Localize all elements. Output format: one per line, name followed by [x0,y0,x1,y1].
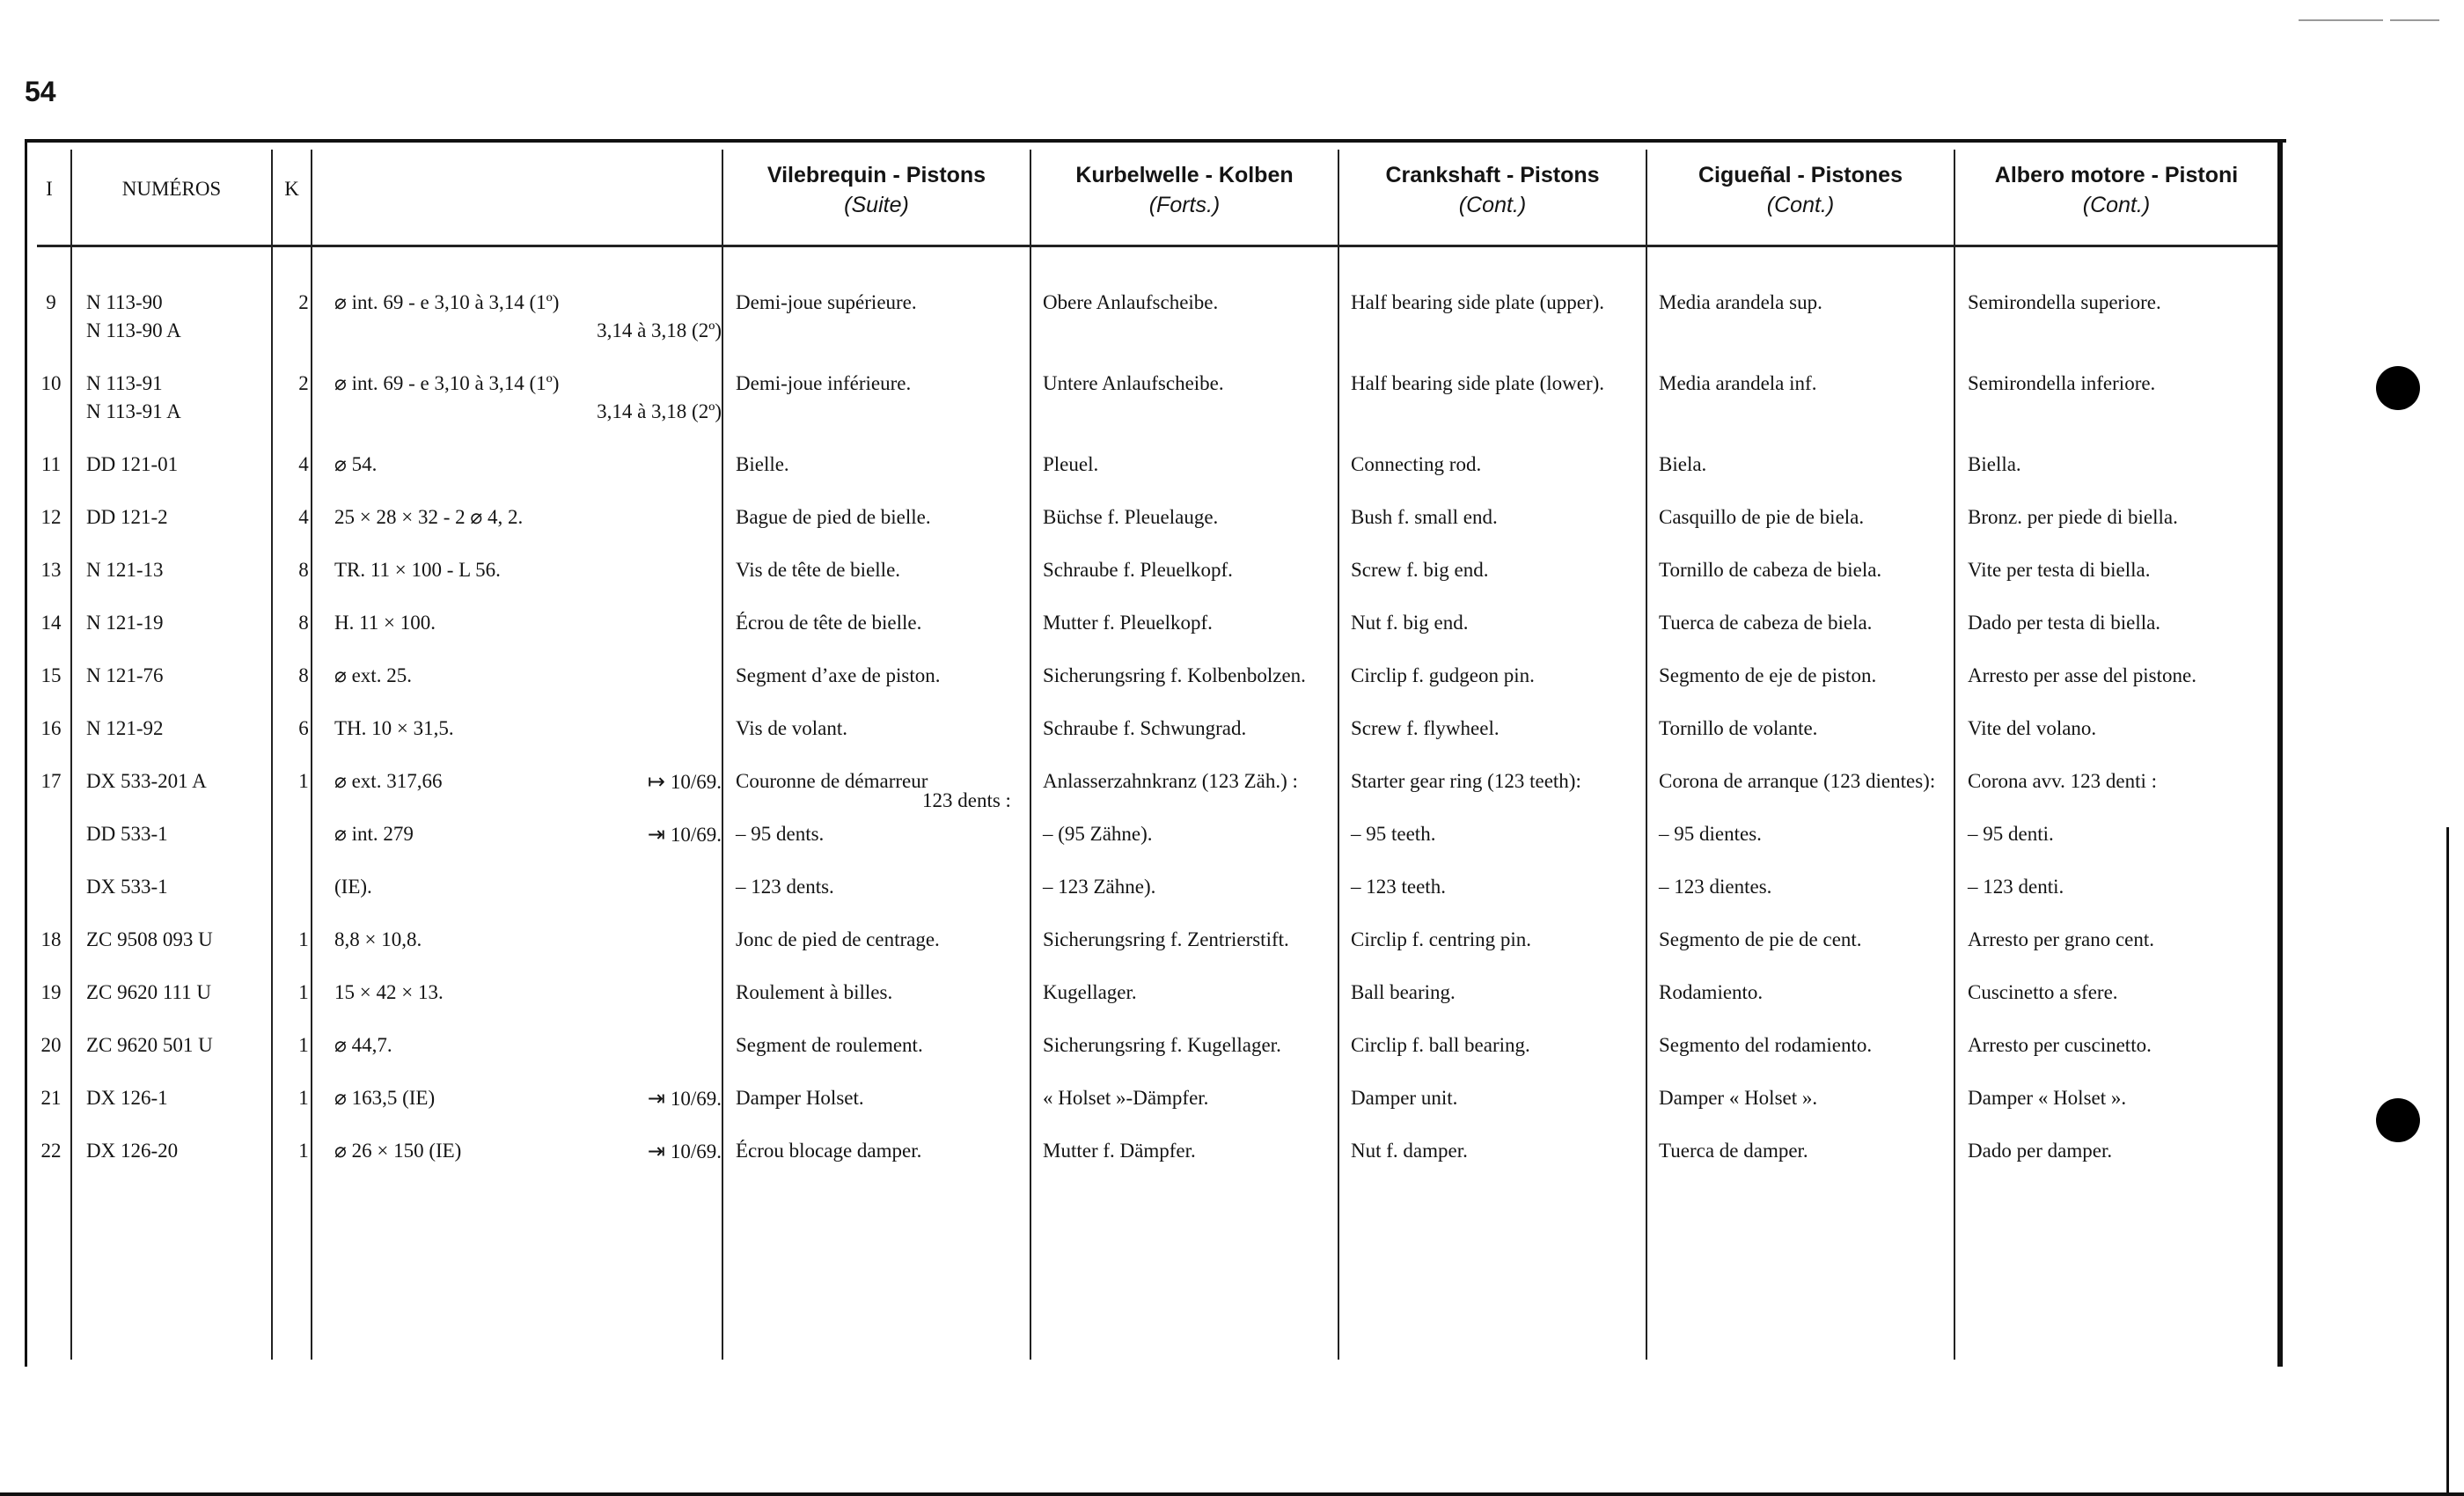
italian-label: Vite per testa di biella. [1968,559,2151,581]
dimensions-text: ⌀ 26 × 150 (IE) [334,1140,462,1162]
french-label: Roulement à billes. [736,981,893,1003]
spanish-label: Tuerca de cabeza de biela. [1659,612,1873,634]
row-index: 19 [40,981,62,1003]
dimensions [334,715,722,743]
table-row [25,662,2277,715]
dimensions [334,1137,722,1165]
table-row [25,503,2277,556]
part-number: N 113-90 [86,291,163,313]
table-row [25,873,2277,926]
english-label: Circlip f. ball bearing. [1351,1034,1530,1056]
dimensions [334,979,722,1007]
row-index: 16 [40,717,62,739]
english-label: Half bearing side plate (upper). [1351,291,1605,313]
dimensions [334,451,722,479]
table-row [25,715,2277,767]
quantity: 8 [298,612,309,634]
italian-label: Corona avv. 123 denti : [1968,770,2158,792]
italian-label: Cuscinetto a sfere. [1968,981,2118,1003]
dimensions [334,609,722,637]
part-number: N 121-92 [86,717,164,739]
part-number: DD 121-01 [86,453,179,475]
english-label: Ball bearing. [1351,981,1456,1003]
header-col-k: K [284,178,299,200]
row-index: 17 [40,770,62,792]
quantity: 2 [298,291,309,313]
effective-date [648,820,722,849]
english-label: Bush f. small end. [1351,506,1498,528]
row-index: 20 [40,1034,62,1056]
row-index: 15 [40,664,62,686]
italian-label: Arresto per asse del pistone. [1968,664,2196,686]
arrow-icon: ⇥ [647,1086,665,1111]
date-text: 10/69. [670,1088,722,1110]
french-label: Vis de tête de bielle. [736,559,901,581]
part-number-alt: N 113-91 A [86,400,181,422]
english-label: Screw f. flywheel. [1351,717,1500,739]
table-row [25,451,2277,503]
spanish-label: Tornillo de cabeza de biela. [1659,559,1882,581]
german-label: Kugellager. [1043,981,1137,1003]
dimensions-text: TH. 10 × 31,5. [334,717,454,739]
quantity: 4 [298,506,309,528]
english-label: Circlip f. centring pin. [1351,928,1532,950]
table-row [25,609,2277,662]
dimensions [334,662,722,690]
part-number: ZC 9620 501 U [86,1034,213,1056]
spanish-label: Segmento del rodamiento. [1659,1034,1873,1056]
table-row [25,1031,2277,1084]
english-label: Half bearing side plate (lower). [1351,372,1605,394]
english-label: Circlip f. gudgeon pin. [1351,664,1535,686]
french-label: Écrou de tête de bielle. [736,612,922,634]
spanish-label: Media arandela inf. [1659,372,1817,394]
italian-label: Biella. [1968,453,2021,475]
german-label: Sicherungsring f. Zentrierstift. [1043,928,1289,950]
quantity: 1 [298,1140,309,1162]
dimensions [334,1031,722,1060]
header-english: Crankshaft - Pistons (Cont.) [1385,163,1600,217]
dimensions-text: ⌀ int. 69 - e 3,10 à 3,14 (1º) [334,372,560,394]
english-label: Screw f. big end. [1351,559,1489,581]
page-bottom-rule [0,1492,2464,1496]
dimensions [334,873,722,901]
spanish-label: Rodamiento. [1659,981,1764,1003]
table-row [25,979,2277,1031]
dimensions [334,503,722,532]
german-label: Sicherungsring f. Kugellager. [1043,1034,1281,1056]
part-number: ZC 9620 111 U [86,981,212,1003]
italian-label: – 95 denti. [1968,823,2054,845]
corner-mark [2390,19,2439,21]
row-index: 13 [40,559,62,581]
row-index: 12 [40,506,62,528]
page-right-rule [2446,827,2449,1496]
german-label: Sicherungsring f. Kolbenbolzen. [1043,664,1306,686]
table-right-rule [2277,139,2283,1367]
parts-table [25,139,2286,1367]
part-number: DD 121-2 [86,506,168,528]
dimensions-text: ⌀ 163,5 (IE) [334,1087,436,1109]
header-col-numeros: NUMÉROS [121,178,222,200]
dimensions-text: ⌀ ext. 317,66 [334,770,443,792]
date-text: 10/69. [670,1140,722,1162]
french-label: Damper Holset. [736,1087,864,1109]
french-label: Segment d’axe de piston. [736,664,941,686]
italian-label: – 123 denti. [1968,876,2064,898]
part-number: DX 126-1 [86,1087,168,1109]
part-number: DX 533-1 [86,876,168,898]
french-label: Bielle. [736,453,789,475]
dimensions-text-2: 3,14 à 3,18 (2º) [597,400,722,422]
arrow-icon: ⇥ [647,822,665,847]
dimensions-text: (IE). [334,876,372,898]
dimensions [334,556,722,584]
spanish-label: Biela. [1659,453,1707,475]
row-index: 22 [40,1140,62,1162]
page-number: 54 [25,76,56,107]
part-number: DX 126-20 [86,1140,179,1162]
dimensions [334,767,722,796]
quantity: 1 [298,981,309,1003]
table-row [25,767,2277,820]
dimensions-text: 25 × 28 × 32 - 2 ⌀ 4, 2. [334,506,524,528]
german-label: Büchse f. Pleuelauge. [1043,506,1219,528]
table-row [25,1137,2277,1190]
table-row [25,556,2277,609]
french-label: Demi-joue inférieure. [736,372,912,394]
header-rule [37,245,2277,247]
dimensions-text: ⌀ int. 69 - e 3,10 à 3,14 (1º) [334,291,560,313]
header-italian: Albero motore - Pistoni (Cont.) [1994,163,2239,217]
dimensions [334,289,722,317]
arrow-icon: ⇥ [647,1139,665,1163]
row-index: 21 [40,1087,62,1109]
part-number: N 121-76 [86,664,164,686]
english-label: Nut f. big end. [1351,612,1469,634]
english-label: Nut f. damper. [1351,1140,1468,1162]
english-label: – 95 teeth. [1351,823,1436,845]
german-label: Anlasserzahnkranz (123 Zäh.) : [1043,770,1298,792]
header-spanish: Cigueñal - Pistones (Cont.) [1698,163,1903,217]
header-french: Vilebrequin - Pistons (Suite) [766,163,986,217]
spanish-label: – 123 dientes. [1659,876,1772,898]
table-top-rule [25,139,2286,143]
binding-hole-dot [2376,1098,2420,1142]
row-index: 18 [40,928,62,950]
table-row [25,1084,2277,1137]
french-label: Couronne de démarreur [736,770,928,792]
spanish-label: Tuerca de damper. [1659,1140,1808,1162]
table-row [25,289,2277,341]
spanish-label: Casquillo de pie de biela. [1659,506,1865,528]
dimensions-text: ⌀ ext. 25. [334,664,412,686]
date-text: 10/69. [670,771,722,793]
effective-date [648,767,722,796]
german-label: Pleuel. [1043,453,1099,475]
row-index: 9 [46,291,56,313]
german-label: Untere Anlaufscheibe. [1043,372,1224,394]
dimensions-text-2: 3,14 à 3,18 (2º) [597,319,722,341]
french-label: Bague de pied de bielle. [736,506,931,528]
italian-label: Arresto per cuscinetto. [1968,1034,2152,1056]
binding-hole-dot [2376,366,2420,410]
dimensions-text: TR. 11 × 100 - L 56. [334,559,501,581]
german-label: Obere Anlaufscheibe. [1043,291,1219,313]
german-label: Schraube f. Schwungrad. [1043,717,1247,739]
dimensions-text: ⌀ int. 279 [334,823,414,845]
german-label: – (95 Zähne). [1043,823,1153,845]
french-label: Jonc de pied de centrage. [736,928,940,950]
french-label: – 95 dents. [736,823,825,845]
french-label: Vis de volant. [736,717,848,739]
french-label: – 123 dents. [736,876,834,898]
row-index: 11 [40,453,62,475]
dimensions [334,820,722,848]
dimensions [334,370,722,398]
header-col-i: I [46,178,53,200]
german-label: – 123 Zähne). [1043,876,1156,898]
arrow-icon: ↦ [647,769,665,794]
corner-mark [2299,19,2383,21]
spanish-label: Segmento de eje de piston. [1659,664,1877,686]
french-label-2: 123 dents : [922,789,1011,811]
part-number: N 121-19 [86,612,164,634]
french-label: Demi-joue supérieure. [736,291,917,313]
quantity: 1 [298,928,309,950]
italian-label: Semirondella superiore. [1968,291,2161,313]
italian-label: Damper « Holset ». [1968,1087,2127,1109]
french-label: Écrou blocage damper. [736,1140,922,1162]
quantity: 8 [298,664,309,686]
dimensions-text: ⌀ 44,7. [334,1034,392,1056]
spanish-label: Media arandela sup. [1659,291,1822,313]
part-number-alt: N 113-90 A [86,319,181,341]
german-label: Mutter f. Dämpfer. [1043,1140,1196,1162]
effective-date [648,1084,722,1113]
effective-date [648,1137,722,1166]
dimensions [334,926,722,954]
german-label: Mutter f. Pleuelkopf. [1043,612,1213,634]
english-label: Starter gear ring (123 teeth): [1351,770,1581,792]
quantity: 6 [298,717,309,739]
row-index: 14 [40,612,62,634]
english-label: Connecting rod. [1351,453,1482,475]
quantity: 4 [298,453,309,475]
french-label: Segment de roulement. [736,1034,923,1056]
part-number: ZC 9508 093 U [86,928,213,950]
italian-label: Dado per damper. [1968,1140,2113,1162]
part-number: DD 533-1 [86,823,168,845]
spanish-label: – 95 dientes. [1659,823,1762,845]
part-number: DX 533-201 A [86,770,207,792]
part-number: N 121-13 [86,559,164,581]
italian-label: Arresto per grano cent. [1968,928,2155,950]
italian-label: Semirondella inferiore. [1968,372,2156,394]
german-label: « Holset »-Dämpfer. [1043,1087,1209,1109]
italian-label: Vite del volano. [1968,717,2097,739]
quantity: 1 [298,1087,309,1109]
date-text: 10/69. [670,824,722,846]
part-number: N 113-91 [86,372,163,394]
german-label: Schraube f. Pleuelkopf. [1043,559,1233,581]
italian-label: Dado per testa di biella. [1968,612,2161,634]
spanish-label: Tornillo de volante. [1659,717,1818,739]
table-row [25,820,2277,873]
quantity: 1 [298,1034,309,1056]
english-label: Damper unit. [1351,1087,1458,1109]
italian-label: Bronz. per piede di biella. [1968,506,2178,528]
dimensions-text: ⌀ 54. [334,453,378,475]
dimensions-text: 8,8 × 10,8. [334,928,422,950]
table-row [25,370,2277,422]
english-label: – 123 teeth. [1351,876,1446,898]
dimensions-text: H. 11 × 100. [334,612,436,634]
quantity: 8 [298,559,309,581]
quantity: 2 [298,372,309,394]
spanish-label: Corona de arranque (123 dientes): [1659,770,1936,792]
header-german: Kurbelwelle - Kolben (Forts.) [1075,163,1294,217]
quantity: 1 [298,770,309,792]
row-index: 10 [40,372,62,394]
spanish-label: Damper « Holset ». [1659,1087,1818,1109]
dimensions-text: 15 × 42 × 13. [334,981,444,1003]
table-row [25,926,2277,979]
spanish-label: Segmento de pie de cent. [1659,928,1862,950]
dimensions [334,1084,722,1112]
